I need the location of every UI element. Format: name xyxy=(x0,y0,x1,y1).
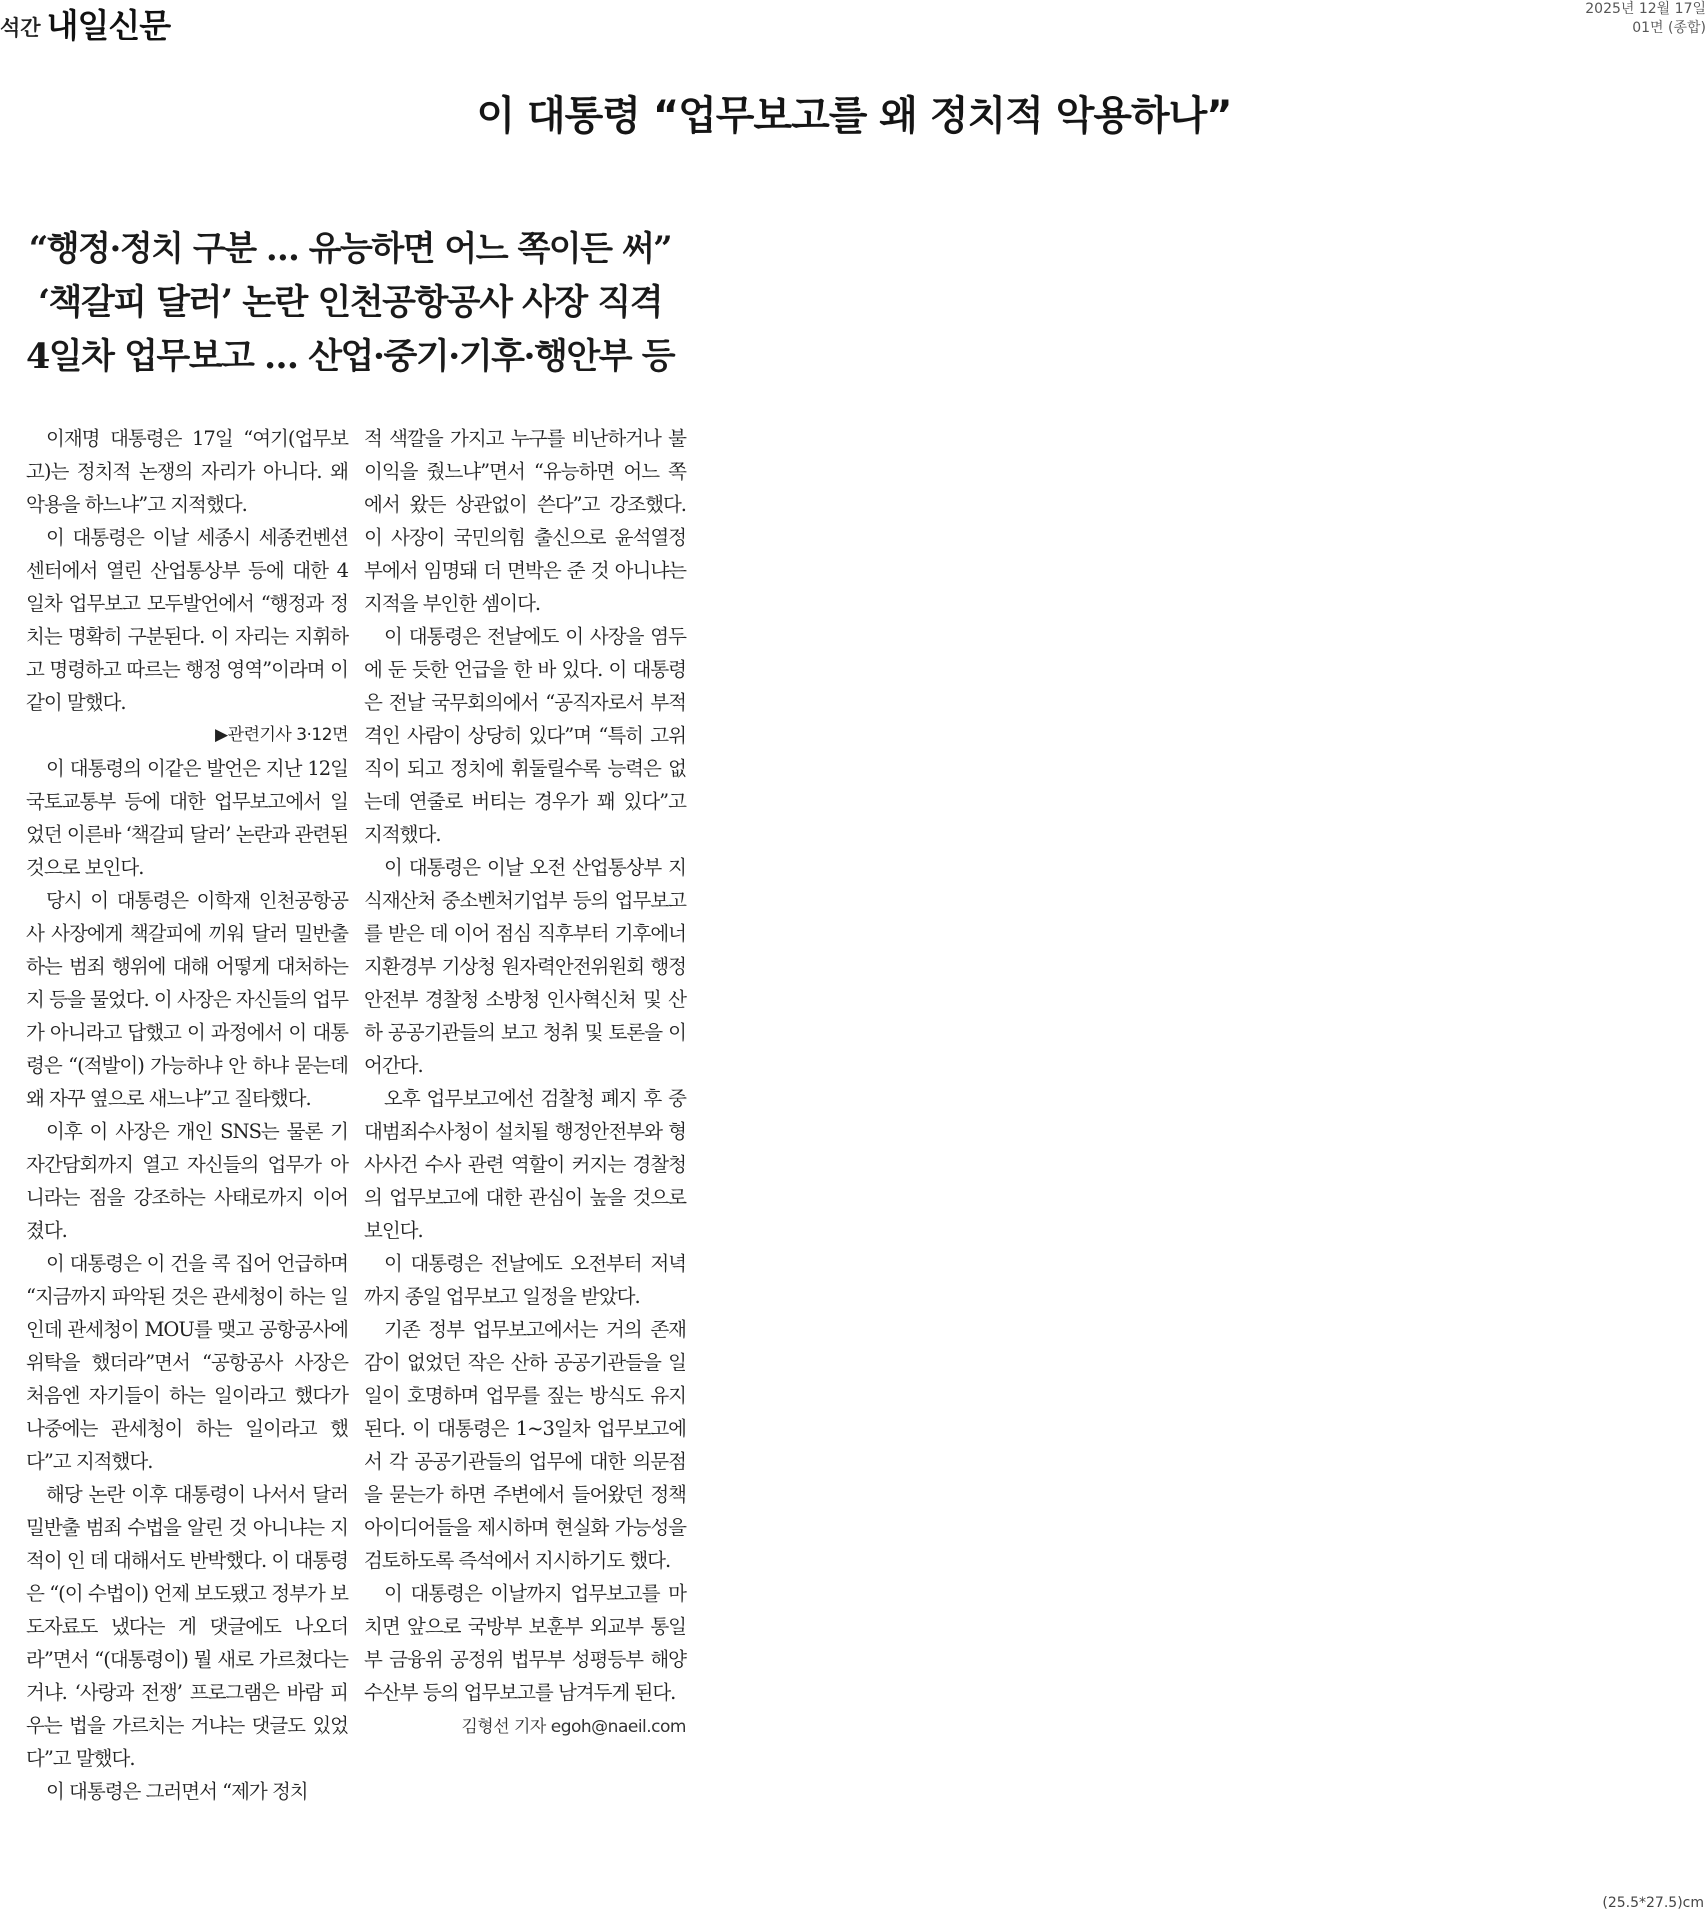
paragraph: 이 대통령은 이날 오전 산업통상부 지식재산처 중소벤처기업부 등의 업무보고를 받은 데 이어 점심 직후부터 기후에너지환경부 기상청 원자력안전위원회 행정안전부 경찰청 소방청 인사혁신처 및 산하 공공기관들의 보고 청취 및 토론을 이어간다. xyxy=(364,856,686,1077)
paragraph: 이 대통령은 이날까지 업무보고를 마치면 앞으로 국방부 보훈부 외교부 통일부 금융위 공정위 법무부 성평등부 해양수산부 등의 업무보고를 남겨두게 된다. xyxy=(364,1582,686,1704)
masthead-logo: 내일신문 xyxy=(46,6,171,45)
paragraph: 해당 논란 이후 대통령이 나서서 달러 밀반출 범죄 수법을 알린 것 아니냐는 지적이 인 데 대해서도 반박했다. 이 대통령은 “(이 수법이) 언제 보도됐고 정부가 보도자료도 냈다는 게 댓글에도 나오더라”면서 “(대통령이) 뭘 새로 가르쳤다는 거냐. ‘사랑과 전쟁’ 프로그램은 바람 피우는 법을 가르치는 거냐는 댓글도 있었다”고 말했다. xyxy=(26,1483,348,1770)
byline: 김형선 기자 egoh@naeil.com xyxy=(461,1717,686,1737)
issue-date: 2025년 12월 17일 xyxy=(1585,1,1706,17)
headline: 이 대통령 “업무보고를 왜 정치적 악용하나” xyxy=(476,93,1232,139)
subhead: ‘책갈피 달러’ 논란 인천공항공사 사장 직격 xyxy=(37,282,663,323)
paragraph: 당시 이 대통령은 이학재 인천공항공사 사장에게 책갈피에 끼워 달러 밀반출하는 범죄 행위에 대해 어떻게 대처하는지 등을 물었다. 이 사장은 자신들의 업무가 아니라고 답했고 이 과정에서 이 대통령은 “(적발이) 가능하냐 안 하냐 묻는데 왜 자꾸 옆으로 새느냐”고 질타했다. xyxy=(26,889,348,1110)
paragraph: 이 대통령은 전날에도 이 사장을 염두에 둔 듯한 언급을 한 바 있다. 이 대통령은 전날 국무회의에서 “공직자로서 부적격인 사람이 상당히 있다”며 “특히 고위직이 되고 정치에 휘둘릴수록 능력은 없는데 연줄로 버티는 경우가 꽤 있다”고 지적했다. xyxy=(364,625,686,846)
related-articles-ref: ▶관련기사 3·12면 xyxy=(215,725,348,745)
masthead xyxy=(0,2,171,45)
paragraph: 이후 이 사장은 개인 SNS는 물론 기자간담회까지 열고 자신들의 업무가 아니라는 점을 강조하는 사태로까지 이어졌다. xyxy=(26,1120,348,1242)
paragraph: 이 대통령은 전날에도 오전부터 저녁까지 종일 업무보고 일정을 받았다. xyxy=(364,1252,686,1308)
paragraph: 기존 정부 업무보고에서는 거의 존재감이 없었던 작은 산하 공공기관들을 일일이 호명하며 업무를 짚는 방식도 유지된다. 이 대통령은 1~3일차 업무보고에서 각 공공기관들의 업무에 대한 의문점을 묻는가 하면 주변에서 들어왔던 정책 아이디어들을 제시하며 현실화 가능성을 검토하도록 즉석에서 지시하기도 했다. xyxy=(364,1318,686,1572)
issue-page: 01면 (종합) xyxy=(1632,20,1706,36)
paragraph: 적 색깔을 가지고 누구를 비난하거나 불이익을 줬느냐”면서 “유능하면 어느 쪽에서 왔든 상관없이 쓴다”고 강조했다. 이 사장이 국민의힘 출신으로 윤석열정부에서 임명돼 더 면박은 준 것 아니냐는 지적을 부인한 셈이다. xyxy=(364,427,686,615)
paragraph: 오후 업무보고에선 검찰청 폐지 후 중대범죄수사청이 설치될 행정안전부와 형사사건 수사 관련 역할이 커지는 경찰청의 업무보고에 대한 관심이 높을 것으로 보인다. xyxy=(364,1087,686,1242)
clip-size-note: (25.5*27.5)cm xyxy=(1602,1895,1704,1911)
subhead: 4일차 업무보고 … 산업·중기·기후·행안부 등 xyxy=(25,336,675,377)
masthead-edition: 석간 xyxy=(0,15,41,40)
paragraph: 이 대통령은 이날 세종시 세종컨벤션센터에서 열린 산업통상부 등에 대한 4일차 업무보고 모두발언에서 “행정과 정치는 명확히 구분된다. 이 자리는 지휘하고 명령하고 따르는 행정 영역”이라며 이같이 말했다. xyxy=(26,526,348,714)
subhead: “행정·정치 구분 … 유능하면 어느 쪽이든 써” xyxy=(28,229,672,269)
paragraph: 이 대통령은 이 건을 콕 집어 언급하며 “지금까지 파악된 것은 관세청이 하는 일인데 관세청이 MOU를 맺고 공항공사에 위탁을 했더라”면서 “공항공사 사장은 처음엔 자기들이 하는 일이라고 했다가 나중에는 관세청이 하는 일이라고 했다”고 지적했다. xyxy=(26,1252,348,1473)
issue-meta xyxy=(1585,0,1706,38)
paragraph: 이 대통령의 이같은 발언은 지난 12일 국토교통부 등에 대한 업무보고에서 일었던 이른바 ‘책갈피 달러’ 논란과 관련된 것으로 보인다. xyxy=(26,757,348,879)
subheads xyxy=(20,222,680,384)
paragraph: 이재명 대통령은 17일 “여기(업무보고)는 정치적 논쟁의 자리가 아니다. 왜 악용을 하느냐”고 지적했다. xyxy=(26,427,348,516)
article-column-left xyxy=(26,422,348,1808)
article-column-right xyxy=(364,422,686,1744)
paragraph: 이 대통령은 그러면서 “제가 정치 xyxy=(46,1780,308,1803)
